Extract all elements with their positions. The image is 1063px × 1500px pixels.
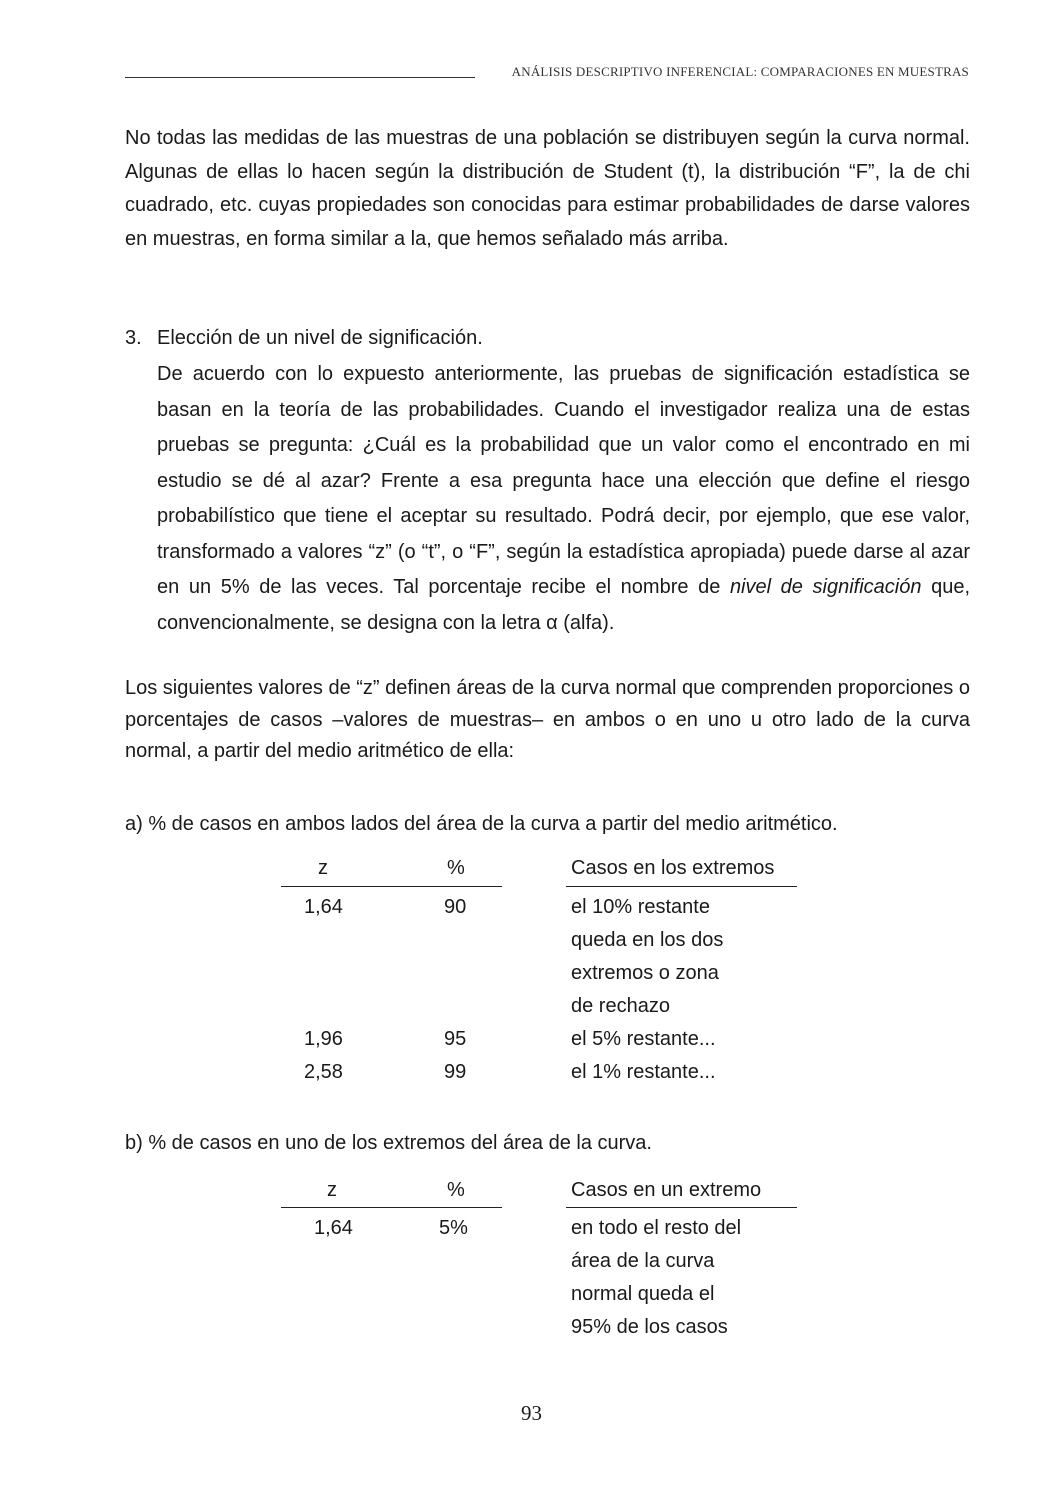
item-3-title: Elección de un nivel de significación. xyxy=(157,327,483,349)
table-a-rule-left xyxy=(281,886,502,887)
item-3-body-text: De acuerdo con lo expuesto anteriormente, las pruebas de significación estadística se basan en la teoría de las probabilidades. Cuando el investigador realiza una de estas pruebas se pregunta: ¿Cuál es la probabilidad que un valor como el encontrado en mi estudio se dé al azar? Frente a esa pregunta hace una elección que define el riesgo probabilístico que tiene el aceptar su resultado. Podrá decir, por ejemplo, que ese valor, transformado a valores “z” (o “t”, o “F”, según la estadística apropiada) puede darse al azar en un 5% de las veces. Tal porcentaje recibe el nombre de xyxy=(157,363,970,598)
table-a-row2-cases: el 5% restante... xyxy=(571,1028,716,1050)
table-b-header-z: z xyxy=(327,1179,337,1201)
table-a-row2-z: 1,96 xyxy=(304,1028,343,1050)
table-a-row3-pct: 99 xyxy=(444,1061,467,1083)
running-head: ANÁLISIS DESCRIPTIVO INFERENCIAL: COMPARACIONES EN MUESTRAS xyxy=(511,64,969,79)
table-a-row1-z: 1,64 xyxy=(304,896,343,918)
table-b-row1-cases-line3: normal queda el xyxy=(571,1283,715,1305)
table-b-row1-cases-line2: área de la curva xyxy=(571,1250,715,1272)
table-a-row3-z: 2,58 xyxy=(304,1061,343,1083)
z-values-paragraph: Los siguientes valores de “z” definen áreas de la curva normal que comprenden proporciones o porcentajes de casos –valores de muestras– en ambos o en uno u otro lado de la curva normal, a partir del medio aritmético de ella: xyxy=(125,677,970,762)
table-a-row3-cases: el 1% restante... xyxy=(571,1061,716,1083)
table-a-row1-cases-line1: el 10% restante xyxy=(571,896,710,918)
table-b-rule-right xyxy=(566,1207,797,1208)
header-rule xyxy=(125,77,475,78)
item-3-body-end: que, convencionalmente, se designa con la letra α (alfa). xyxy=(157,576,970,634)
table-a-row1-cases-line2: queda en los dos xyxy=(571,929,724,951)
table-b-header-pct: % xyxy=(447,1179,465,1201)
table-a-row1-cases-line3: extremos o zona xyxy=(571,962,719,984)
table-a-header-pct: % xyxy=(447,857,465,879)
table-a-intro: a) % de casos en ambos lados del área de la curva a partir del medio aritmético. xyxy=(125,813,838,835)
item-3-italic-term: nivel de significación xyxy=(729,576,922,598)
table-a-header-cases: Casos en los extremos xyxy=(571,857,775,879)
item-3-heading xyxy=(125,322,483,356)
table-b-row1-cases-line1: en todo el resto del xyxy=(571,1217,742,1239)
page-number: 93 xyxy=(521,1401,542,1425)
table-a-rule-right xyxy=(566,886,797,887)
table-b-row1-pct: 5% xyxy=(439,1217,468,1239)
item-3-body xyxy=(157,357,970,641)
item-3-number: 3. xyxy=(125,327,142,349)
table-b-rule-left xyxy=(281,1207,502,1208)
table-b-header-cases: Casos en un extremo xyxy=(571,1179,762,1201)
table-a-row2-pct: 95 xyxy=(444,1028,467,1050)
intro-paragraph: No todas las medidas de las muestras de una población se distribuyen según la curva normal. Algunas de ellas lo hacen según la distribución de Student (t), la distribución “F”, la de chi cuadrado, etc. cuyas propiedades son conocidas para estimar probabilidades de darse valores en muestras, en forma similar a la, que hemos señalado más arriba. xyxy=(125,127,970,250)
table-a-row1-pct: 90 xyxy=(444,896,467,918)
table-a-row1-cases-line4: de rechazo xyxy=(571,995,670,1017)
table-a-header-z: z xyxy=(318,857,328,879)
table-b-intro: b) % de casos en uno de los extremos del área de la curva. xyxy=(125,1132,652,1154)
table-b-row1-cases-line4: 95% de los casos xyxy=(571,1316,728,1338)
table-b-row1-z: 1,64 xyxy=(314,1217,353,1239)
